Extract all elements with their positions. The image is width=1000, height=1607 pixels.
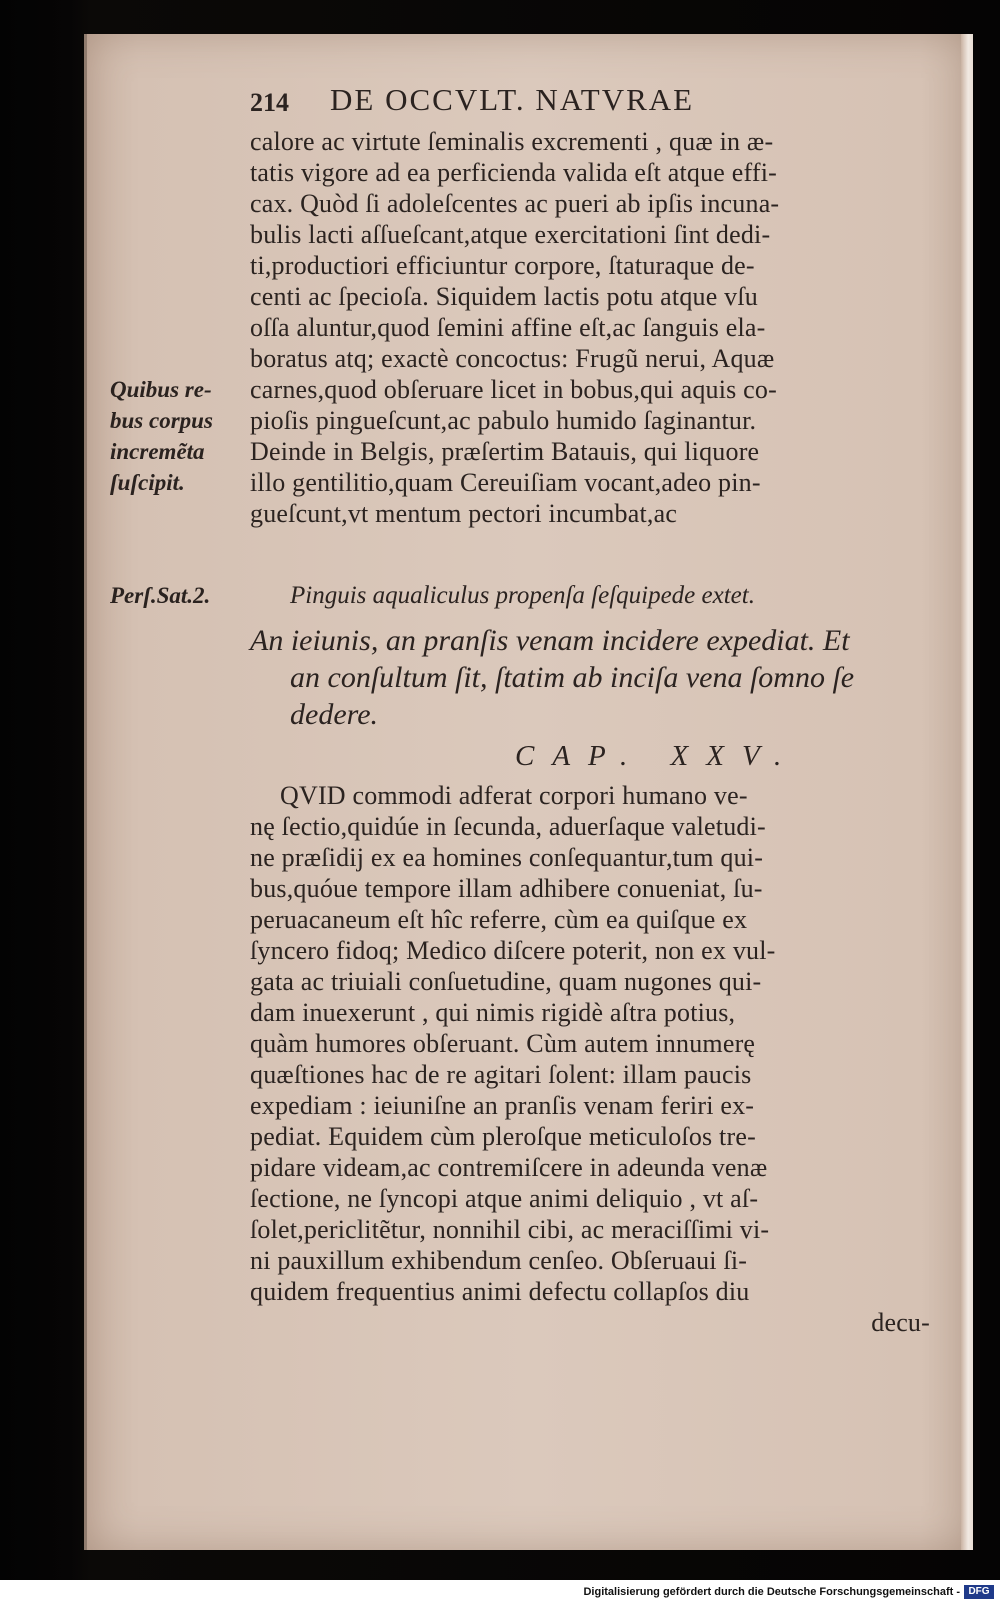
chapter-number: CAP. XXV. xyxy=(515,740,800,772)
text-line: ſolet,periclitẽtur, nonnihil cibi, ac meraciſſimi vi- xyxy=(250,1215,770,1244)
funding-credit: Digitalisierung gefördert durch die Deutsche Forschungsgemeinschaft - xyxy=(583,1586,960,1598)
verse-quote: Pinguis aqualiculus propenſa ſeſquipede extet. xyxy=(290,582,755,609)
page-number: 214 xyxy=(250,88,289,117)
paragraph-two xyxy=(250,780,950,1338)
page-edge xyxy=(961,34,973,1550)
text-line: gata ac triuiali conſuetudine, quam nugones qui- xyxy=(250,967,762,996)
chapter-title xyxy=(250,622,950,733)
footer-bar xyxy=(0,1580,1000,1607)
paragraph-one xyxy=(250,126,950,529)
text-line: pidare videam,ac contremiſcere in adeunda venæ xyxy=(250,1153,768,1182)
text-line: bus,quóue tempore illam adhibere conueniat, ſu- xyxy=(250,874,763,903)
catchword: decu- xyxy=(871,1308,930,1337)
text-line: carnes,quod obſeruare licet in bobus,qui aquis co- xyxy=(250,375,777,404)
text-line: Deinde in Belgis, præſertim Batauis, qui liquore xyxy=(250,437,760,466)
text-line: ti,productiori efficiuntur corpore, ſtaturaque de- xyxy=(250,251,755,280)
text-line: gueſcunt,vt mentum pectori incumbat,ac xyxy=(250,499,678,528)
text-line: dam inuexerunt , qui nimis rigidè aſtra potius, xyxy=(250,998,736,1027)
marginal-note-two: Perſ.Sat.2. xyxy=(110,583,211,608)
text-line: cax. Quòd ſi adoleſcentes ac pueri ab ipſis incuna- xyxy=(250,189,780,218)
text-line: quæſtiones hac de re agitari ſolent: illam paucis xyxy=(250,1060,752,1089)
marginal-line: bus corpus xyxy=(110,408,213,433)
text-line: boratus atq; exactè concoctus: Frugũ nerui, Aquæ xyxy=(250,344,775,373)
text-line: ſectione, ne ſyncopi atque animi deliquio , vt aſ- xyxy=(250,1184,759,1213)
text-line: tatis vigore ad ea perficienda valida eſt atque effi- xyxy=(250,158,777,187)
chapter-title-line: An ieiunis, an pranſis venam incidere expediat. Et xyxy=(250,624,850,657)
chapter-title-line: dedere. xyxy=(290,698,379,731)
text-line: peruacaneum eſt hîc referre, cùm ea quiſque ex xyxy=(250,905,748,934)
text-line: pioſis pingueſcunt,ac pabulo humido ſaginantur. xyxy=(250,406,757,435)
text-line: expediam : ieiuniſne an pranſis venam feriri ex- xyxy=(250,1091,755,1120)
text-line: nę ſectio,quidúe in ſecunda, aduerſaque valetudi- xyxy=(250,812,766,841)
text-line: calore ac virtute ſeminalis excrementi , quæ in æ- xyxy=(250,127,774,156)
running-head xyxy=(250,82,850,122)
text-line: ſyncero fidoq; Medico diſcere poterit, non ex vul- xyxy=(250,936,776,965)
dfg-logo-icon: DFG xyxy=(964,1585,994,1599)
text-line: quàm humores obſeruant. Cùm autem innumerę xyxy=(250,1029,756,1058)
text-line: QVID commodi adferat corpori humano ve- xyxy=(280,781,748,810)
chapter-title-line: an conſultum ſit, ſtatim ab inciſa vena ſomno ſe xyxy=(290,661,855,694)
marginal-line: ſuſcipit. xyxy=(110,470,185,495)
text-line: bulis lacti aſſueſcant,atque exercitationi ſint dedi- xyxy=(250,220,771,249)
marginal-line: Quibus re- xyxy=(110,377,212,402)
text-line: ne præſidij ex ea homines conſequantur,tum qui- xyxy=(250,843,764,872)
text-line: centi ac ſpecioſa. Siquidem lactis potu atque vſu xyxy=(250,282,758,311)
marginal-note-one xyxy=(110,374,213,498)
text-line: illo gentilitio,quam Cereuiſiam vocant,adeo pin- xyxy=(250,468,761,497)
text-line: pediat. Equidem cùm pleroſque meticuloſos tre- xyxy=(250,1122,756,1151)
page-header: DE OCCVLT. NATVRAE xyxy=(330,82,695,117)
text-line: quidem frequentius animi defectu collapſos diu xyxy=(250,1277,750,1306)
text-line: oſſa aluntur,quod ſemini affine eſt,ac ſanguis ela- xyxy=(250,313,766,342)
marginal-line: incremẽta xyxy=(110,439,205,464)
text-line: ni pauxillum exhibendum cenſeo. Obſeruaui ſi- xyxy=(250,1246,748,1275)
